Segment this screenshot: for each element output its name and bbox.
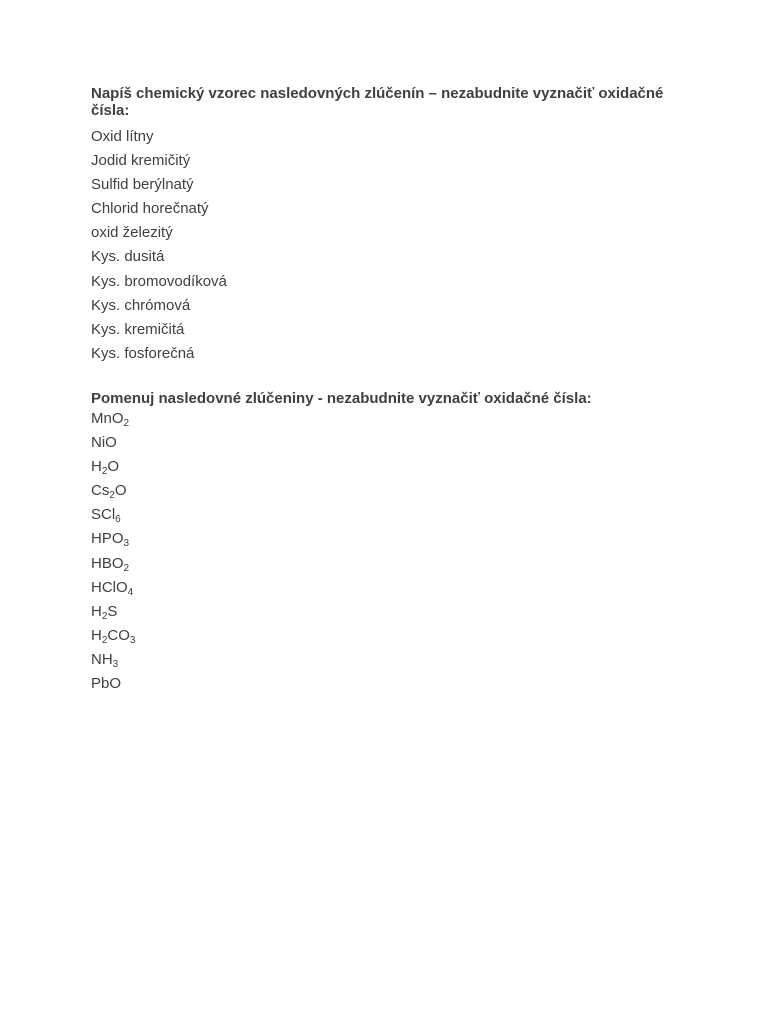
compound-name-item: Chlorid horečnatý [91, 200, 209, 218]
formula-element: O [114, 482, 127, 500]
formula-subscript: 2 [123, 417, 130, 429]
formula-item [91, 455, 691, 479]
formula-element: H [91, 626, 102, 644]
formula-element: HBO [91, 554, 124, 572]
compound-name-item: Sulfid berýlnatý [91, 176, 194, 194]
formula-element: NiO [91, 434, 117, 452]
formula-element: O [111, 409, 124, 427]
formula-element: HClO [91, 578, 128, 596]
formula-list [91, 407, 691, 696]
section-spacer [91, 366, 691, 390]
formula-subscript: 2 [123, 562, 130, 574]
compound-name-item: Jodid kremičitý [91, 152, 191, 170]
compound-name-item: Kys. fosforečná [91, 344, 195, 362]
section1-heading: Napíš chemický vzorec nasledovných zlúčenín – nezabudnite vyznačiť oxidačné čísla: [91, 85, 664, 119]
formula-element: H [91, 458, 102, 476]
formula-item [91, 624, 691, 648]
compound-name-item: Oxid lítny [91, 128, 154, 145]
formula-subscript: 2 [101, 634, 108, 646]
formula-subscript: 3 [112, 658, 119, 670]
formula-item [91, 576, 691, 600]
formula-element: NH [91, 650, 113, 668]
formula-element: Cs [91, 482, 110, 500]
compound-name-item: Kys. chrómová [91, 296, 191, 314]
formula-subscript: 6 [115, 514, 121, 526]
formula-item [91, 552, 691, 576]
formula-subscript: 2 [101, 466, 108, 478]
formula-item [91, 503, 691, 527]
formula-subscript: 4 [127, 586, 134, 598]
section2-heading: Pomenuj nasledovné zlúčeniny - nezabudnite vyznačiť oxidačné čísla: [91, 389, 592, 407]
formula-item [91, 648, 691, 672]
formula-element: Mn [91, 409, 112, 427]
formula-item [91, 600, 691, 624]
formula-subscript: 2 [101, 610, 108, 622]
formula-item [91, 479, 691, 503]
formula-item [91, 527, 691, 551]
formula-element: PbO [91, 674, 122, 692]
compound-name-item: Kys. bromovodíková [91, 272, 227, 290]
compound-name-item: Kys. kremičitá [91, 320, 185, 338]
formula-element: S [107, 602, 118, 620]
compound-name-item: Kys. dusitá [91, 248, 165, 266]
formula-subscript: 2 [109, 490, 115, 502]
formula-element: H [91, 602, 102, 620]
formula-element: SCl [91, 506, 116, 524]
formula-item [91, 672, 691, 696]
formula-element: CO [107, 626, 130, 644]
formula-element: O [107, 458, 120, 476]
formula-item [91, 407, 691, 431]
compound-names-list [91, 125, 691, 366]
formula-subscript: 3 [129, 634, 136, 646]
compound-name-item: oxid železitý [91, 224, 173, 242]
document-page [91, 85, 691, 696]
formula-item [91, 431, 691, 455]
formula-subscript: 3 [123, 538, 130, 550]
formula-element: HPO [91, 530, 124, 548]
